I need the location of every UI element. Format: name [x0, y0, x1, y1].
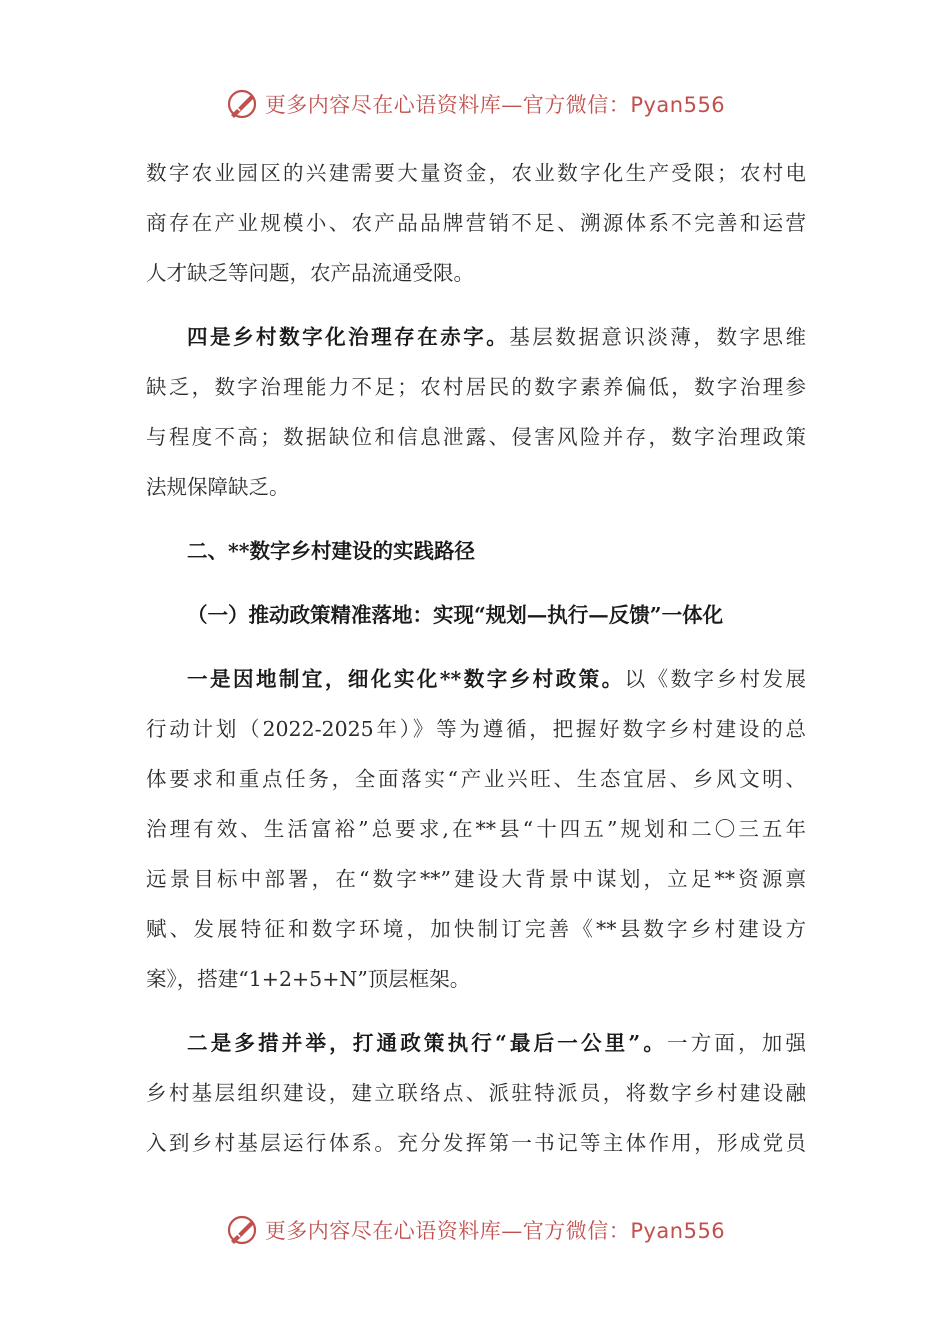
- watermark-footer: [0, 1210, 950, 1250]
- text-line: 远景目标中部署，在“数字**”建设大背景中谋划，立足**资源禀: [146, 867, 806, 891]
- text-line: 商存在产业规模小、农产品品牌营销不足、溯源体系不完善和运营: [146, 211, 806, 235]
- text-line: 四是乡村数字化治理存在赤字。基层数据意识淡薄，数字思维: [187, 325, 806, 349]
- document-body: [146, 148, 806, 1168]
- paragraph-2: [146, 312, 806, 512]
- text-line: 治理有效、生活富裕”总要求,在**县“十四五”规划和二〇三五年: [146, 817, 806, 841]
- pen-logo-icon: [225, 1213, 259, 1247]
- text-line: 乡村基层组织建设，建立联络点、派驻特派员，将数字乡村建设融: [146, 1081, 806, 1105]
- watermark-text: 更多内容尽在心语资料库—官方微信：Pyan556: [264, 1219, 726, 1243]
- text-line: 与程度不高；数据缺位和信息泄露、侵害风险并存，数字治理政策: [146, 425, 806, 449]
- text-line: 缺乏，数字治理能力不足；农村居民的数字素养偏低，数字治理参: [146, 375, 806, 399]
- subsection-heading: （一）推动政策精准落地：实现“规划—执行—反馈”一体化: [187, 603, 724, 627]
- text-line: 入到乡村基层运行体系。充分发挥第一书记等主体作用，形成党员: [146, 1131, 806, 1155]
- watermark-text: 更多内容尽在心语资料库—官方微信：Pyan556: [264, 93, 726, 117]
- paragraph-3: [146, 654, 806, 1004]
- pen-logo-icon: [225, 87, 259, 121]
- text-line: 法规保障缺乏。: [146, 475, 290, 499]
- text-line: 二是多措并举，打通政策执行“最后一公里”。一方面，加强: [187, 1031, 806, 1055]
- text-line: 人才缺乏等问题，农产品流通受限。: [146, 261, 474, 285]
- bold-lead: 二是多措并举，打通政策执行“最后一公里”。: [187, 1031, 668, 1055]
- wechat-id: Pyan556: [630, 1219, 726, 1243]
- paragraph-1: [146, 148, 806, 298]
- wechat-id: Pyan556: [630, 93, 726, 117]
- text-line: 案》，搭建“1+2+5+N”顶层框架。: [146, 967, 471, 991]
- watermark-header: [0, 84, 950, 124]
- text-line: 体要求和重点任务，全面落实“产业兴旺、生态宜居、乡风文明、: [146, 767, 806, 791]
- paragraph-4: [146, 1018, 806, 1168]
- text-line: 一是因地制宜，细化实化**数字乡村政策。以《数字乡村发展: [187, 667, 806, 691]
- text-line: 赋、发展特征和数字环境，加快制订完善《**县数字乡村建设方: [146, 917, 806, 941]
- bold-lead: 一是因地制宜，细化实化**数字乡村政策。: [187, 667, 625, 691]
- section-heading: 二、**数字乡村建设的实践路径: [187, 539, 475, 563]
- text-line: 数字农业园区的兴建需要大量资金，农业数字化生产受限；农村电: [146, 161, 806, 185]
- bold-lead: 四是乡村数字化治理存在赤字。: [187, 325, 510, 349]
- text-line: 行动计划（2022-2025年）》等为遵循，把握好数字乡村建设的总: [146, 717, 806, 741]
